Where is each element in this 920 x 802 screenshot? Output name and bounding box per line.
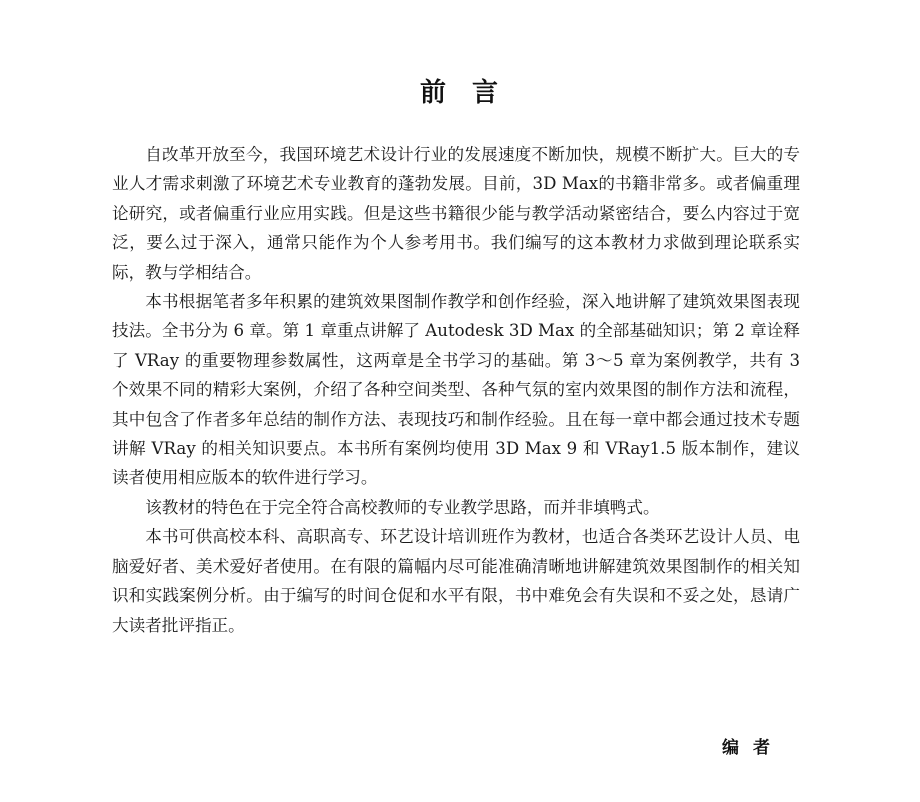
paragraph-3: 该教材的特色在于完全符合高校教师的专业教学思路，而并非填鸭式。: [145, 497, 660, 517]
paragraph-1: 自改革开放至今，我国环境艺术设计行业的发展速度不断加快，规模不断扩大。巨大的专业人才需求刺激了环境艺术专业教育的蓬勃发展。目前，3D Max的书籍非常多。或者偏重理论研究，或者偏重行业应用实践。但是这些书籍很少能与教学活动紧密结合，要么内容过于宽泛，要么过于深入，通常只能作为个人参考用书。我们编写的这本教材力求做到理论联系实际，教与学相结合。: [112, 145, 800, 282]
preface-body: [112, 140, 800, 640]
paragraph-4: 本书可供高校本科、高职高专、环艺设计培训班作为教材，也适合各类环艺设计人员、电脑爱好者、美术爱好者使用。在有限的篇幅内尽可能准确清晰地讲解建筑效果图制作的相关知识和实践案例分析。由于编写的时间仓促和水平有限，书中难免会有失误和不妥之处，恳请广大读者批评指正。: [112, 527, 800, 635]
page-title: [0, 75, 920, 111]
title-char-1: 前: [419, 78, 448, 109]
title-char-2: 言: [472, 78, 501, 109]
paragraph-2: 本书根据笔者多年积累的建筑效果图制作教学和创作经验，深入地讲解了建筑效果图表现技法。全书分为 6 章。第 1 章重点讲解了 Autodesk 3D Max 的全部基础知识；第 2 章诠释了 VRay 的重要物理参数属性，这两章是全书学习的基础。第 3～5 章为案例教学，共有 3 个效果不同的精彩大案例，介绍了各种空间类型、各种气氛的室内效果图的制作方法和流程，其中包含了作者多年总结的制作方法、表现技巧和制作经验。且在每一章中都会通过技术专题讲解 VRay 的相关知识要点。本书所有案例均使用 3D Max 9 和 VRay1.5 版本制作，建议读者使用相应版本的软件进行学习。: [112, 292, 800, 488]
author-signature: 编者: [722, 738, 784, 758]
